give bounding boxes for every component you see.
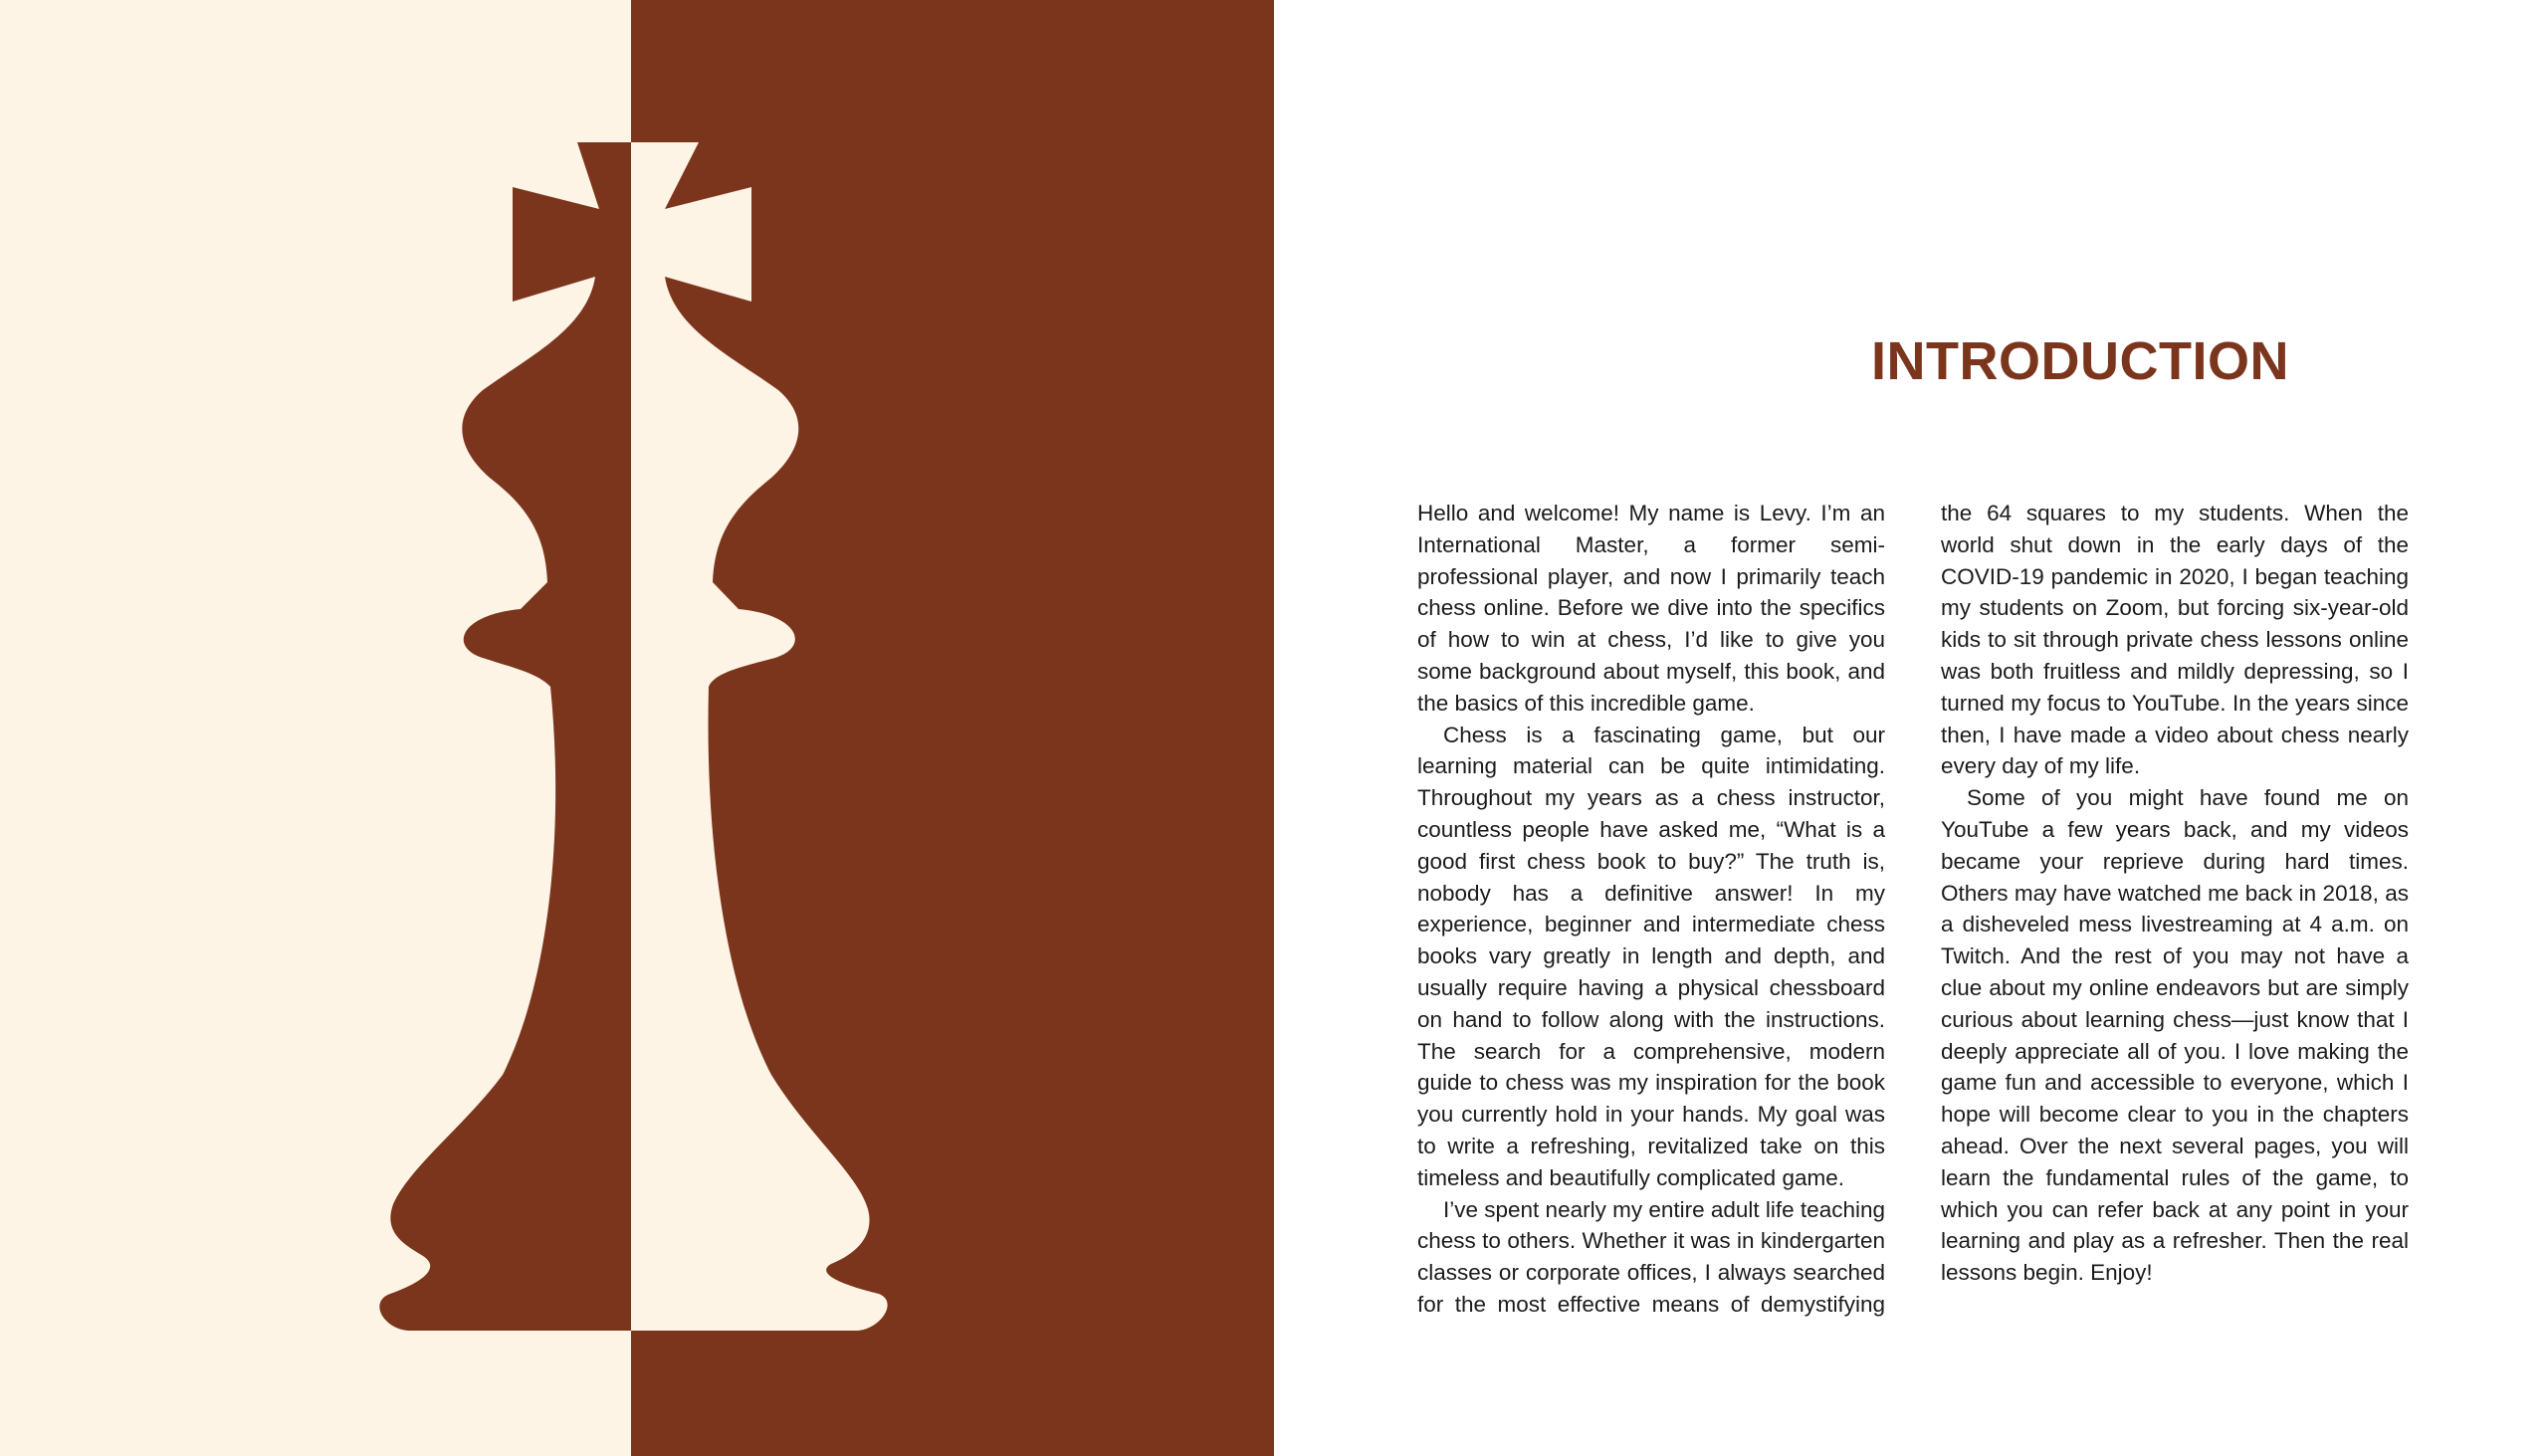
- page-title: INTRODUCTION: [1871, 331, 2289, 391]
- text-page: [1274, 0, 2548, 1456]
- paragraph-3: I’ve spent nearly my entire adult life teaching chess to others. Whether it was in kindergarten classes or corporate offices, I always searched for the most effective means of demystifying the 64 squares to my students. When the world shut down in the early days of the COVID-19 pandemic in 2020, I began teaching my students on Zoom, but forcing six-year-old kids to sit through private chess lessons online was both fruitless and mildly depressing, so I turned my focus to YouTube. In the years since then, I have made a video about chess nearly every day of my life.: [1417, 501, 2409, 1317]
- paragraph-4: Some of you might have found me on YouTube a few years back, and my videos became your reprieve during hard times. Others may have watched me back in 2018, as a disheveled mess livestreaming at 4 a.m. on Twitch. And the rest of you may not have a clue about my online endeavors but are simply curious about learning chess—just know that I deeply appreciate all of you. I love making the game fun and accessible to everyone, which I hope will become clear to you in the chapters ahead. Over the next several pages, you will learn the fundamental rules of the game, to which you can refer back at any point in your learning and play as a refresher. Then the real lessons begin. Enjoy!: [1941, 785, 2409, 1286]
- body-text: [1417, 498, 2409, 1334]
- paragraph-1: Hello and welcome! My name is Levy. I’m an International Master, a former semi-professional player, and now I primarily teach chess online. Before we dive into the specifics of how to win at chess, I’d like to give you some background about myself, this book, and the basics of this incredible game.: [1417, 501, 1885, 716]
- paragraph-2: Chess is a fascinating game, but our learning material can be quite intimidating. Throughout my years as a chess instructor, countless people have asked me, “What is a good first chess book to buy?” The truth is, nobody has a definitive answer! In my experience, beginner and intermediate chess books vary greatly in length and depth, and usually require having a physical chessboard on hand to follow along with the instructions. The search for a comprehensive, modern guide to chess was my inspiration for the book you currently hold in your hands. My goal was to write a refreshing, revitalized take on this timeless and beautifully complicated game.: [1417, 722, 1885, 1190]
